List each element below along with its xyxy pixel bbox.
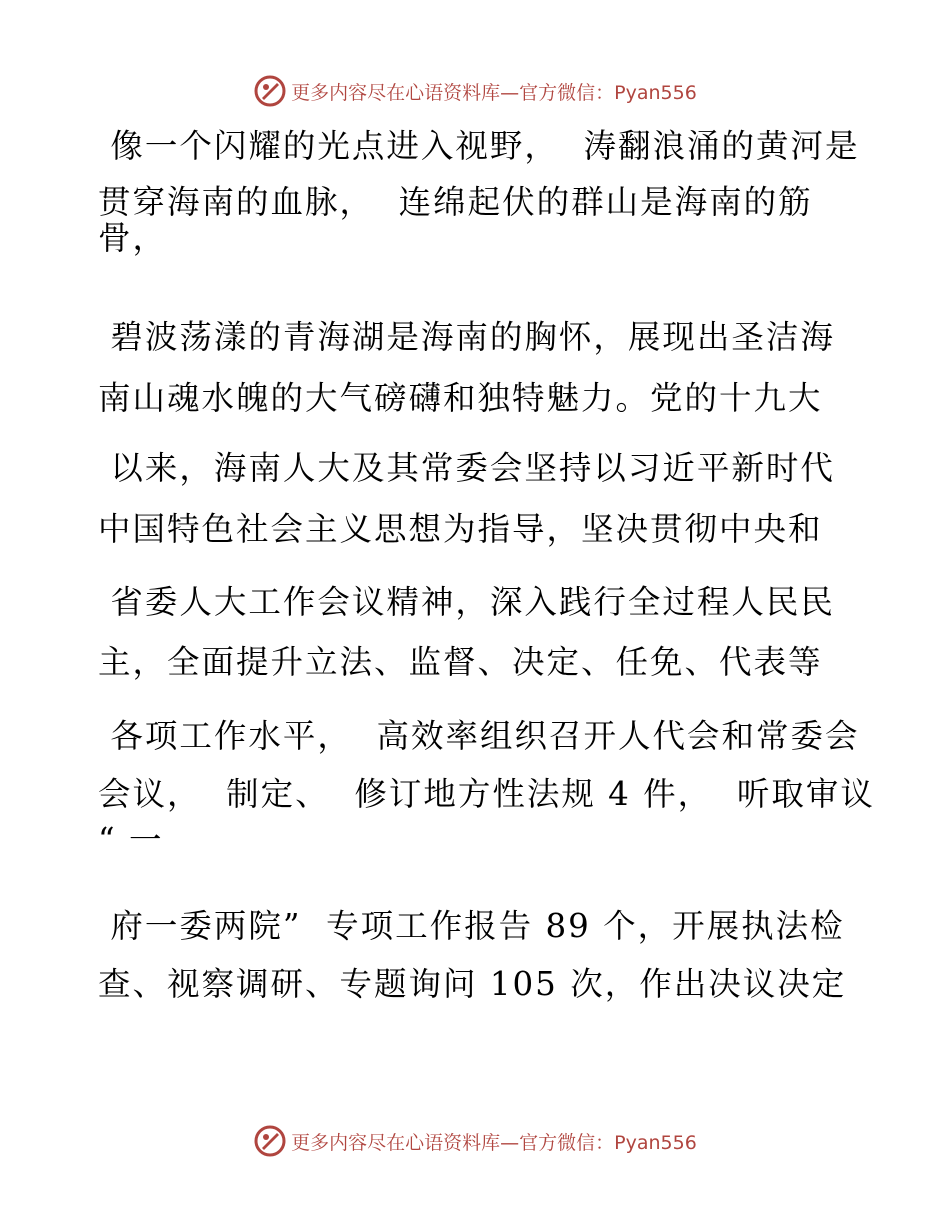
text-line: 府一委两院” 专项工作报告 89 个，开展执法检 [98, 907, 845, 945]
text-line: 骨， [98, 219, 168, 257]
text-line: 贯穿海南的血脉， 连绵起伏的群山是海南的筋 [98, 183, 813, 221]
footer-banner [0, 1121, 950, 1161]
footer-banner-text: 更多内容尽在心语资料库—官方微信：Pyan556 [291, 1131, 697, 1154]
text-line: 以来，海南人大及其常委会坚持以习近平新时代 [98, 449, 835, 487]
header-banner [0, 71, 950, 111]
text-line: 中国特色社会主义思想为指导，坚决贯彻中央和 [98, 510, 823, 548]
brand-logo-icon [253, 1124, 287, 1158]
text-line: 碧波荡漾的青海湖是海南的胸怀，展现出圣洁海 [98, 318, 835, 356]
text-line: “ 一 [98, 821, 164, 859]
brand-logo-icon [253, 74, 287, 108]
text-line: 会议， 制定、 修订地方性法规 4 件， 听取审议 [98, 775, 875, 813]
text-line: 主，全面提升立法、监督、决定、任免、代表等 [98, 643, 823, 681]
text-line: 各项工作水平， 高效率组织召开人代会和常委会 [98, 717, 860, 755]
text-line: 南山魂水魄的大气磅礴和独特魅力。党的十九大 [98, 379, 823, 417]
text-line: 查、视察调研、专题询问 105 次，作出决议决定 [98, 965, 847, 1003]
text-line: 省委人大工作会议精神，深入践行全过程人民民 [98, 583, 835, 621]
header-banner-text: 更多内容尽在心语资料库—官方微信：Pyan556 [291, 81, 697, 104]
text-line: 像一个闪耀的光点进入视野， 涛翻浪涌的黄河是 [98, 127, 860, 165]
